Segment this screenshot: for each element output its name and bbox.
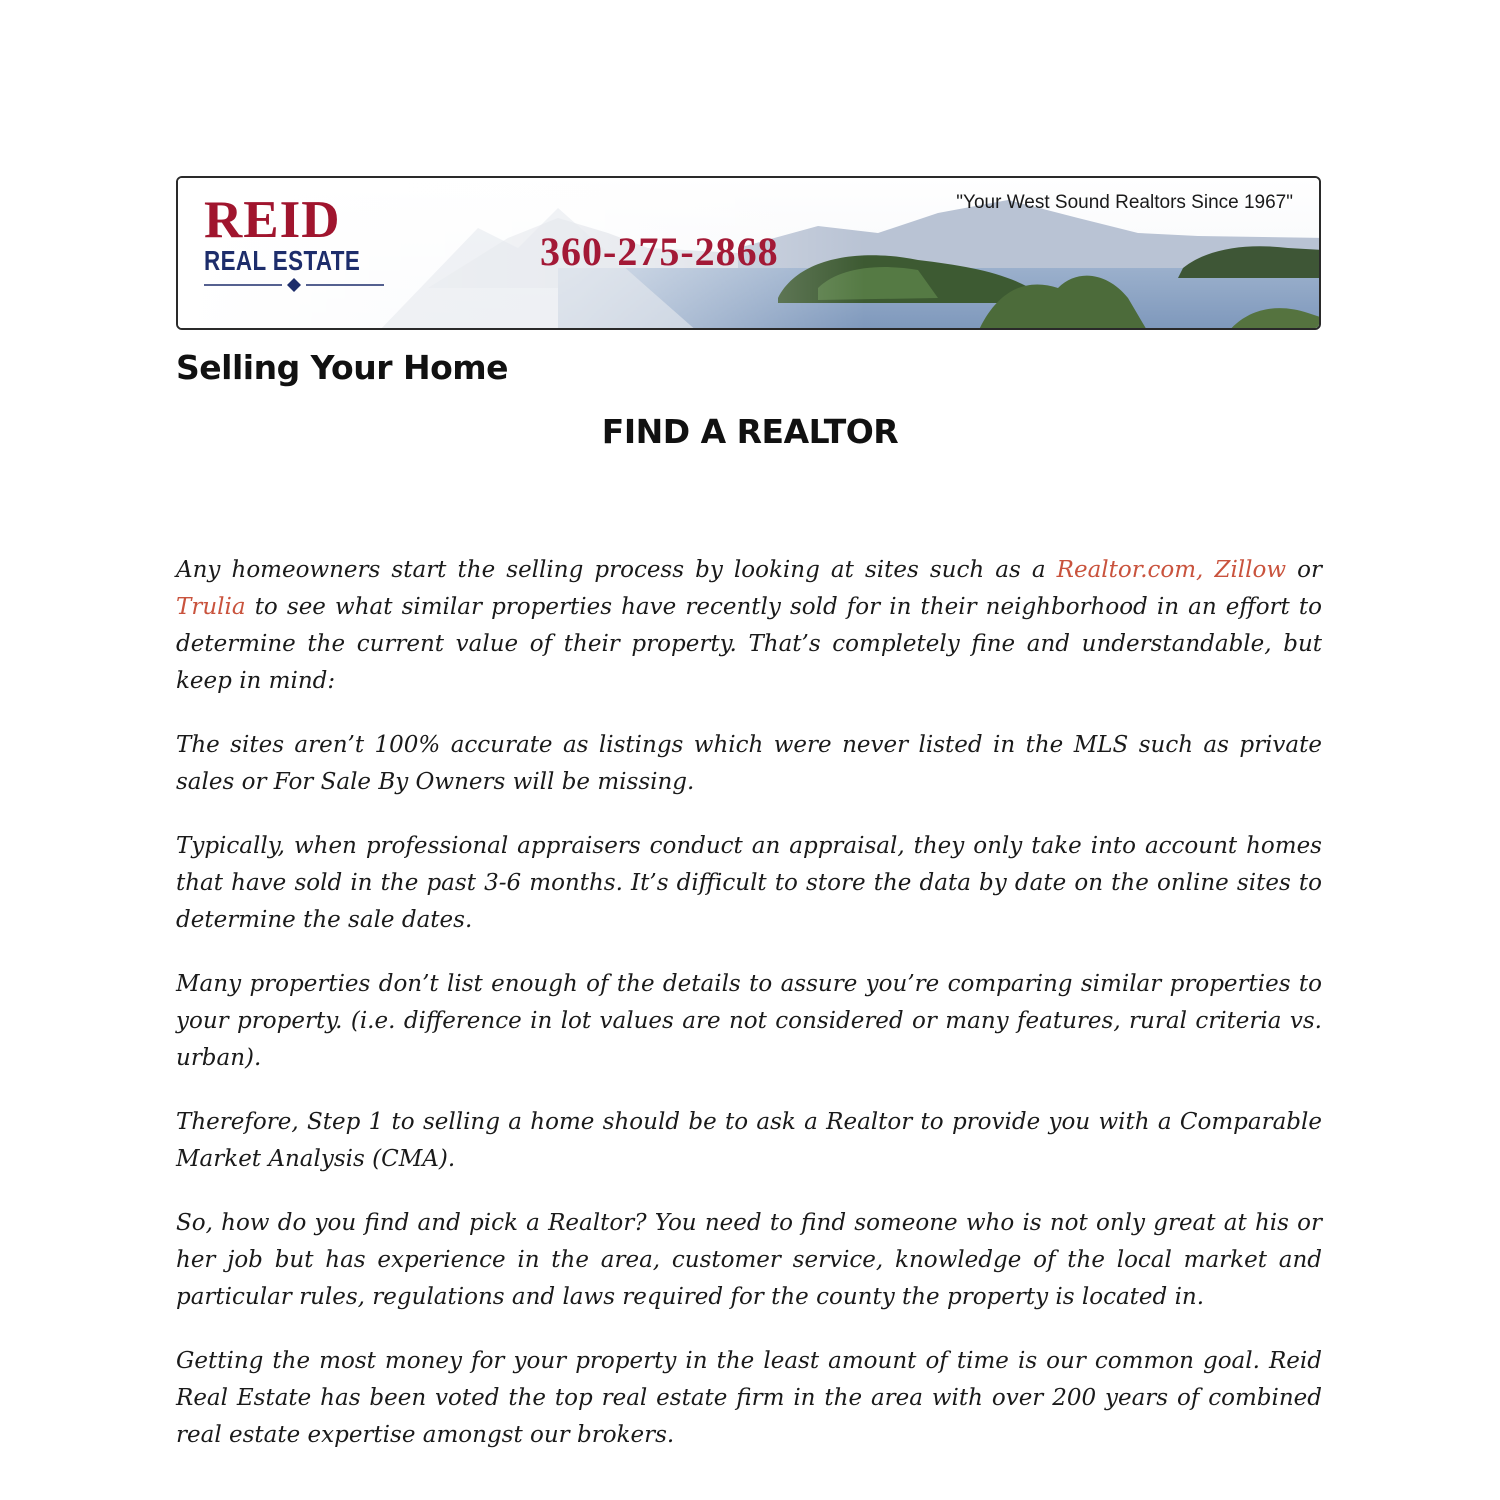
logo-real-estate-text: REAL ESTATE	[204, 245, 361, 276]
intro-rest: to see what similar properties have recently sold for in their neighborhood in an effort to determine the current value of their property. That’s completely fine and understandable, but keep in mind:	[176, 594, 1322, 694]
intro-connector: or	[1286, 557, 1322, 583]
paragraph-common-goal: Getting the most money for your property in the least amount of time is our common goal. Reid Real Estate has been voted the top real estate firm in the area with over 200 years of combined real estate expertise amongst our brokers.	[176, 1348, 1322, 1448]
link-zillow[interactable]: Zillow	[1214, 557, 1287, 583]
link-realtor-com[interactable]: Realtor.com,	[1056, 557, 1204, 583]
paragraph-accuracy: The sites aren’t 100% accurate as listings which were never listed in the MLS such as private sales or For Sale By Owners will be missing.	[176, 732, 1322, 795]
page-title: FIND A REALTOR	[601, 412, 899, 451]
intro-lead: Any homeowners start the selling process by looking at sites such as a	[176, 557, 1057, 583]
tagline: "Your West Sound Realtors Since 1967"	[956, 192, 1293, 213]
phone-number: 360-275-2868	[540, 229, 779, 274]
logo-reid-text: REID	[204, 191, 341, 249]
logo-diamond-divider	[204, 278, 384, 292]
header-banner	[176, 176, 1321, 330]
intro-paragraph	[176, 552, 1322, 700]
paragraph-details: Many properties don’t list enough of the details to assure you’re comparing similar properties to your property. (i.e. difference in lot values are not considered or many features, rural criteria vs. urban).	[176, 971, 1322, 1071]
article-body	[176, 552, 1322, 1481]
paragraph-pick-realtor: So, how do you find and pick a Realtor? You need to find someone who is not only great at his or her job but has experience in the area, customer service, knowledge of the local market and particular rules, regulations and laws required for the county the property is located in.	[176, 1210, 1322, 1310]
section-title: Selling Your Home	[176, 348, 509, 387]
reid-logo	[204, 191, 384, 296]
link-trulia[interactable]: Trulia	[176, 594, 246, 620]
paragraph-appraisal: Typically, when professional appraisers conduct an appraisal, they only take into account homes that have sold in the past 3-6 months. It’s difficult to store the data by date on the online sites to determine the sale dates.	[176, 833, 1322, 933]
paragraph-step-one: Therefore, Step 1 to selling a home should be to ask a Realtor to provide you with a Comparable Market Analysis (CMA).	[176, 1109, 1322, 1172]
